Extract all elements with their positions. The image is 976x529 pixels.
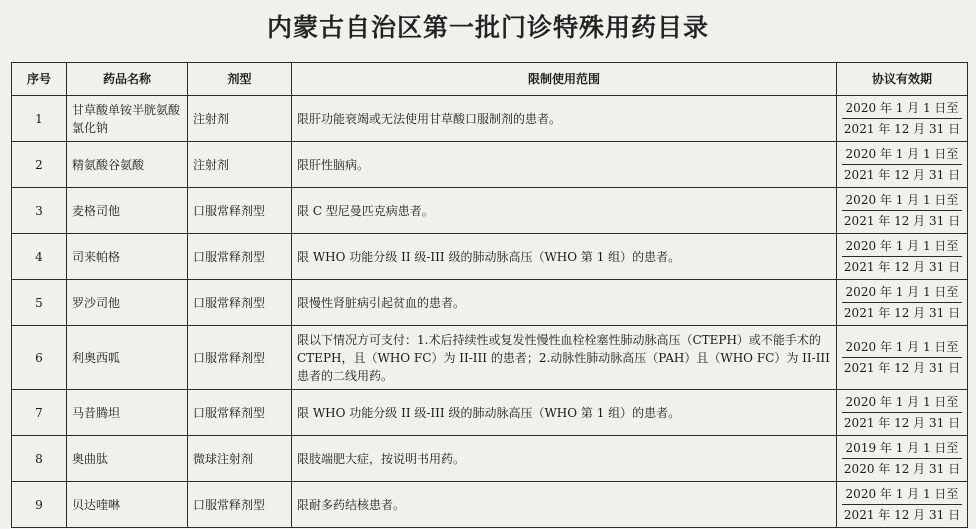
period-end: 2021 年 12 月 31 日	[843, 260, 961, 274]
row-usage-scope: 限肝功能衰竭或无法使用甘草酸口服制剂的患者。	[292, 96, 837, 142]
row-validity-period	[837, 188, 968, 234]
period-start: 2020 年 1 月 1 日至	[842, 190, 962, 211]
row-dosage-form: 注射剂	[188, 142, 292, 188]
header-usage-scope: 限制使用范围	[292, 63, 837, 96]
period-start: 2020 年 1 月 1 日至	[842, 236, 962, 257]
row-dosage-form: 注射剂	[188, 96, 292, 142]
table-row	[12, 142, 968, 188]
row-usage-scope: 限以下情况方可支付：1.术后持续性或复发性慢性血栓栓塞性肺动脉高压（CTEPH）或不能手术的 CTEPH，且（WHO FC）为 II-III 的患者；2.动脉性肺动脉高压（PAH）且（WHO FC）为 II-III 患者的二线用药。	[292, 326, 837, 390]
period-start: 2020 年 1 月 1 日至	[842, 392, 962, 413]
table-row	[12, 96, 968, 142]
row-no: 3	[12, 188, 67, 234]
row-drug-name: 精氨酸谷氨酸	[67, 142, 188, 188]
row-validity-period	[837, 142, 968, 188]
row-usage-scope: 限 WHO 功能分级 II 级-III 级的肺动脉高压（WHO 第 1 组）的患者。	[292, 390, 837, 436]
table-header-row	[12, 63, 968, 96]
row-drug-name: 贝达喹啉	[67, 482, 188, 528]
period-start: 2020 年 1 月 1 日至	[842, 337, 962, 358]
period-end: 2021 年 12 月 31 日	[843, 168, 961, 182]
row-drug-name: 利奥西呱	[67, 326, 188, 390]
row-dosage-form: 口服常释剂型	[188, 234, 292, 280]
period-end: 2021 年 12 月 31 日	[843, 508, 961, 522]
drug-catalog-table	[11, 62, 968, 528]
period-end: 2021 年 12 月 31 日	[843, 361, 961, 375]
row-drug-name: 麦格司他	[67, 188, 188, 234]
period-end: 2020 年 12 月 31 日	[843, 462, 961, 476]
period-start: 2020 年 1 月 1 日至	[842, 484, 962, 505]
header-dosage-form: 剂型	[188, 63, 292, 96]
row-usage-scope: 限 C 型尼曼匹克病患者。	[292, 188, 837, 234]
row-validity-period	[837, 326, 968, 390]
table-row	[12, 234, 968, 280]
row-no: 5	[12, 280, 67, 326]
table-row	[12, 390, 968, 436]
row-no: 6	[12, 326, 67, 390]
period-end: 2021 年 12 月 31 日	[843, 122, 961, 136]
row-dosage-form: 口服常释剂型	[188, 390, 292, 436]
row-validity-period	[837, 234, 968, 280]
row-usage-scope: 限肢端肥大症，按说明书用药。	[292, 436, 837, 482]
table-row	[12, 280, 968, 326]
header-validity-period: 协议有效期	[837, 63, 968, 96]
table-row	[12, 482, 968, 528]
header-drug-name: 药品名称	[67, 63, 188, 96]
row-dosage-form: 口服常释剂型	[188, 326, 292, 390]
row-no: 9	[12, 482, 67, 528]
row-no: 7	[12, 390, 67, 436]
row-no: 8	[12, 436, 67, 482]
row-drug-name: 甘草酸单铵半胱氨酸氯化钠	[67, 96, 188, 142]
page-title: 内蒙古自治区第一批门诊特殊用药目录	[266, 13, 709, 42]
row-validity-period	[837, 390, 968, 436]
row-usage-scope: 限慢性肾脏病引起贫血的患者。	[292, 280, 837, 326]
row-validity-period	[837, 482, 968, 528]
table-row	[12, 326, 968, 390]
row-drug-name: 司来帕格	[67, 234, 188, 280]
row-dosage-form: 口服常释剂型	[188, 188, 292, 234]
period-start: 2020 年 1 月 1 日至	[842, 144, 962, 165]
period-end: 2021 年 12 月 31 日	[843, 214, 961, 228]
table-row	[12, 436, 968, 482]
period-start: 2019 年 1 月 1 日至	[842, 438, 962, 459]
period-start: 2020 年 1 月 1 日至	[842, 282, 962, 303]
row-dosage-form: 口服常释剂型	[188, 482, 292, 528]
row-dosage-form: 口服常释剂型	[188, 280, 292, 326]
period-end: 2021 年 12 月 31 日	[843, 416, 961, 430]
row-usage-scope: 限 WHO 功能分级 II 级-III 级的肺动脉高压（WHO 第 1 组）的患者。	[292, 234, 837, 280]
row-validity-period	[837, 436, 968, 482]
row-drug-name: 罗沙司他	[67, 280, 188, 326]
row-usage-scope: 限耐多药结核患者。	[292, 482, 837, 528]
period-start: 2020 年 1 月 1 日至	[842, 98, 962, 119]
row-validity-period	[837, 280, 968, 326]
row-validity-period	[837, 96, 968, 142]
row-drug-name: 奥曲肽	[67, 436, 188, 482]
row-usage-scope: 限肝性脑病。	[292, 142, 837, 188]
table-row	[12, 188, 968, 234]
row-dosage-form: 微球注射剂	[188, 436, 292, 482]
header-no: 序号	[12, 63, 67, 96]
row-no: 4	[12, 234, 67, 280]
row-drug-name: 马昔腾坦	[67, 390, 188, 436]
period-end: 2021 年 12 月 31 日	[843, 306, 961, 320]
row-no: 2	[12, 142, 67, 188]
row-no: 1	[12, 96, 67, 142]
